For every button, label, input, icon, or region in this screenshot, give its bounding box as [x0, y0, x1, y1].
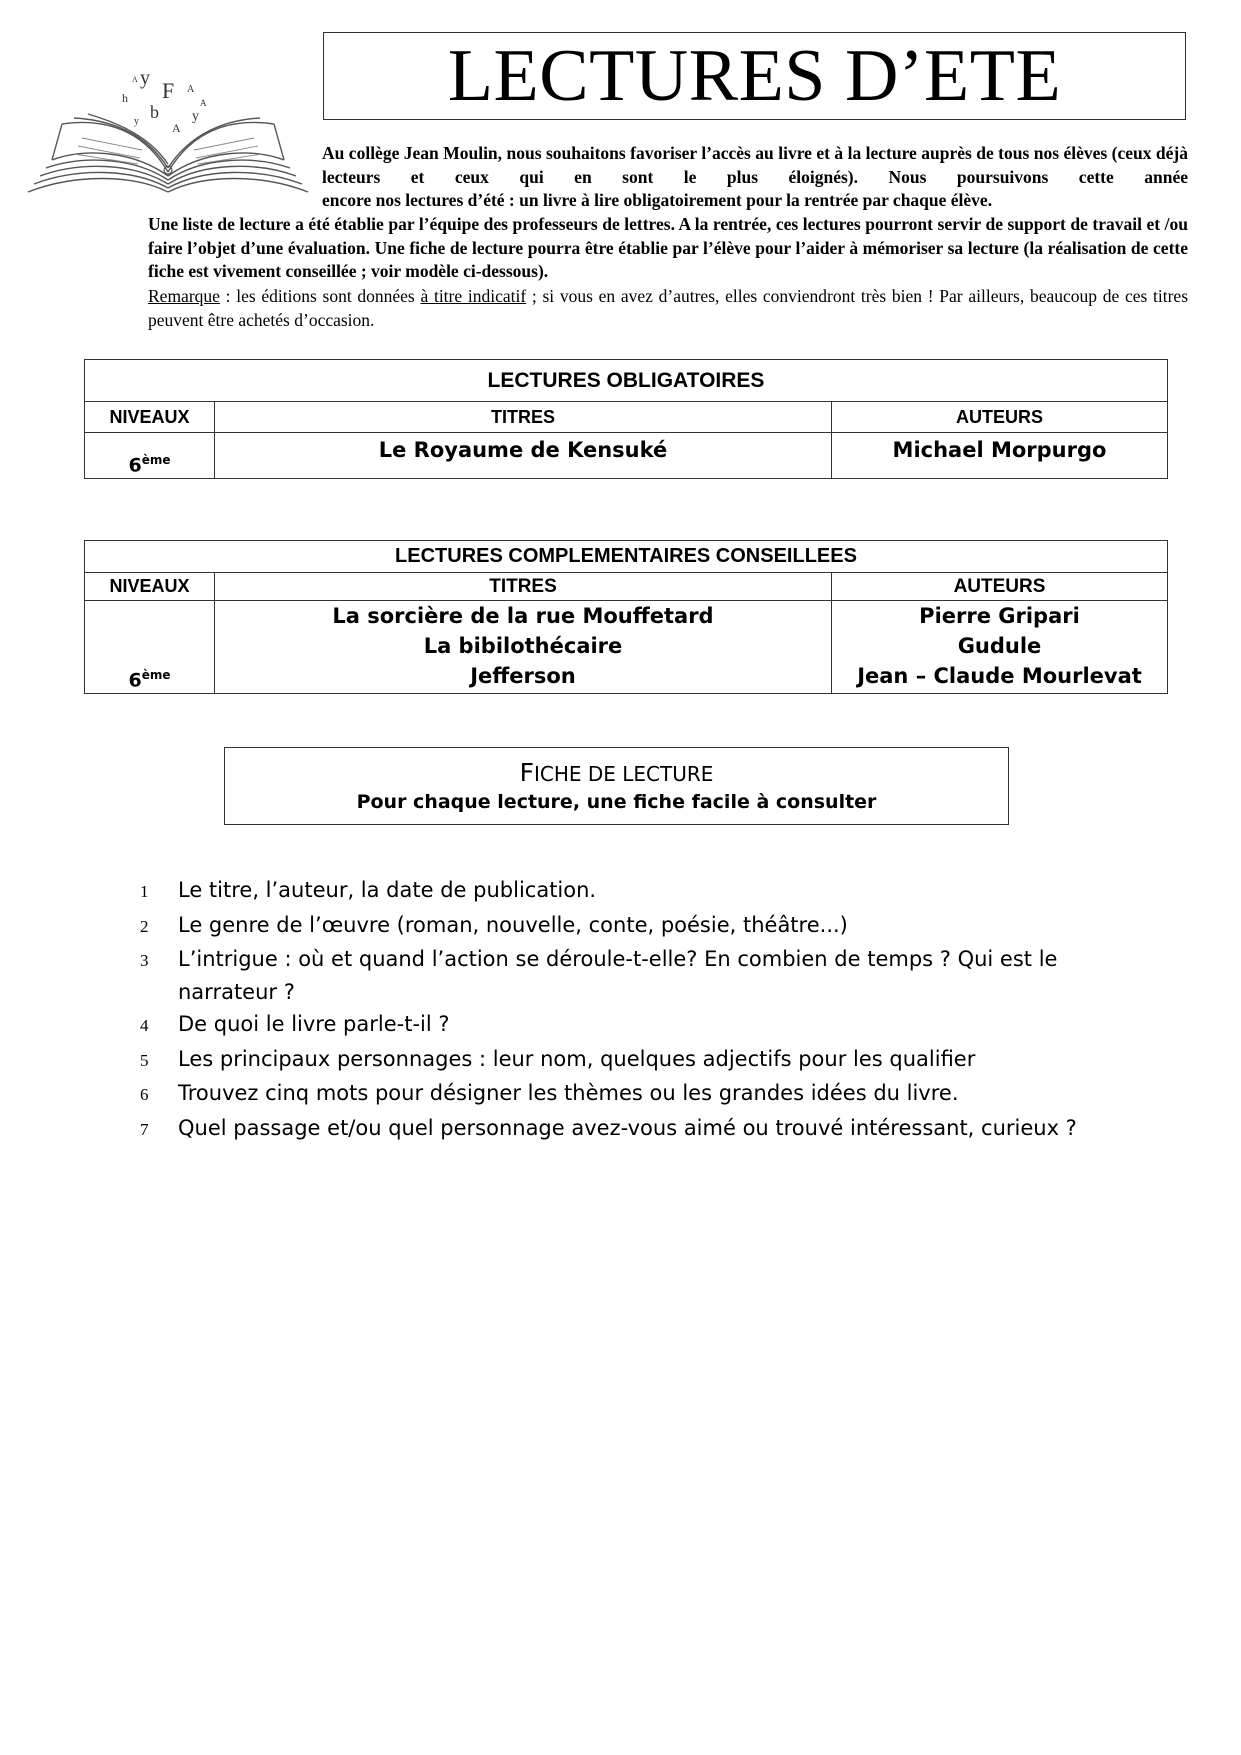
- remark-label: Remarque: [148, 286, 220, 306]
- page-title-box: [323, 32, 1186, 120]
- item-number: 1: [140, 882, 149, 901]
- table-row: [85, 433, 1168, 479]
- table-title: LECTURES COMPLEMENTAIRES CONSEILLEES: [85, 541, 1168, 573]
- book-title-cell: Le Royaume de Kensuké: [215, 433, 832, 479]
- item-text: Le titre, l’auteur, la date de publication.: [178, 878, 597, 902]
- logo-letter: A: [172, 121, 181, 135]
- list-item: [140, 943, 1160, 1008]
- logo-letter: A: [187, 84, 195, 95]
- open-book-logo-icon: [22, 58, 314, 198]
- item-text: Les principaux personnages : leur nom, quelques adjectifs pour les qualifier: [178, 1046, 976, 1071]
- book-author-cell: Michael Morpurgo: [832, 433, 1168, 479]
- book-title: La bibilothécaire: [423, 634, 623, 658]
- logo-letter: y: [134, 116, 139, 127]
- page-title: LECTURES D’ETE: [447, 35, 1062, 117]
- reading-sheet-box: [224, 747, 1009, 825]
- list-item: [140, 909, 1160, 944]
- book-titles-cell: [215, 601, 832, 694]
- book-authors-cell: [832, 601, 1168, 694]
- book-author: Gudule: [957, 634, 1042, 658]
- book-title: La sorcière de la rue Mouffetard: [332, 604, 714, 628]
- item-number: 2: [140, 916, 149, 936]
- logo-letter: y: [140, 67, 150, 89]
- item-text: L’intrigue : où et quand l’action se déroule-t-elle? En combien de temps ? Qui est le narrateur ?: [178, 947, 1058, 1004]
- logo-letter: y: [192, 109, 199, 124]
- column-header-authors: AUTEURS: [832, 402, 1168, 433]
- list-item: [140, 1112, 1160, 1147]
- intro-text-1-last: encore nos lectures d’été : un livre à lire obligatoirement pour la rentrée par chaque élève.: [322, 190, 993, 210]
- item-number: 3: [140, 951, 149, 970]
- column-header-authors: AUTEURS: [832, 573, 1168, 601]
- item-text: Quel passage et/ou quel personnage avez-vous aimé ou trouvé intéressant, curieux ?: [178, 1115, 1077, 1140]
- level-cell: [85, 601, 215, 694]
- complementary-readings-table: [84, 540, 1168, 694]
- column-header-levels: NIVEAUX: [85, 402, 215, 433]
- column-header-levels: NIVEAUX: [85, 573, 215, 601]
- item-text: Trouvez cinq mots pour désigner les thèmes ou les grandes idées du livre.: [178, 1081, 959, 1105]
- title-initial: F: [519, 758, 534, 787]
- intro-paragraph-1: [322, 142, 1188, 213]
- reading-sheet-title: [225, 758, 1008, 789]
- reading-sheet-subtitle: Pour chaque lecture, une fiche facile à consulter: [356, 791, 877, 813]
- table-row: [85, 601, 1168, 694]
- remark-underlined: à titre indicatif: [420, 286, 527, 306]
- level-number: 6: [128, 669, 142, 691]
- level-suffix: ème: [141, 452, 171, 467]
- intro-paragraph-2: Une liste de lecture a été établie par l’équipe des professeurs de lettres. A la rentrée, ces lectures pourront servir de support de travail et /ou faire l’objet d’une évaluation. Une fiche de lecture pourra être établie par l’élève pour l’aider à mémoriser sa lecture (la réalisation de cette fiche est vivement conseillée ; voir modèle ci-dessous).: [148, 214, 1188, 281]
- remark-text-2: ; si vous en avez d’autres, elles conviendront très bien ! Par ailleurs, beaucoup de ces titres peuvent être achetés d’occasion.: [148, 286, 1189, 330]
- item-number: 7: [140, 1119, 149, 1139]
- level-cell: [85, 433, 215, 479]
- book-author: Pierre Gripari: [919, 604, 1080, 628]
- list-item: [140, 874, 1160, 909]
- logo-letter: F: [162, 78, 175, 103]
- logo-letter: A: [132, 75, 138, 84]
- title-rest: ICHE DE LECTURE: [533, 762, 714, 786]
- column-header-titles: TITRES: [215, 573, 832, 601]
- table-title: LECTURES OBLIGATOIRES: [85, 360, 1168, 402]
- item-number: 5: [140, 1050, 149, 1070]
- column-header-titles: TITRES: [215, 402, 832, 433]
- list-item: [140, 1008, 1160, 1043]
- intro-text-1: Au collège Jean Moulin, nous souhaitons favoriser l’accès au livre et à la lecture auprès de tous nos élèves (ceux déjà lecteurs et ceux qui en sont le plus éloignés). Nous poursuivons cette année: [322, 143, 1188, 187]
- list-item: [140, 1043, 1160, 1078]
- remark-paragraph: [148, 285, 1188, 332]
- reading-sheet-checklist: [140, 874, 1160, 1146]
- list-item: [140, 1077, 1160, 1112]
- level-number: 6: [128, 454, 142, 476]
- logo-letter: b: [150, 102, 159, 122]
- mandatory-readings-table: [84, 359, 1168, 479]
- item-number: 4: [140, 1016, 149, 1035]
- book-title: Jefferson: [470, 664, 576, 688]
- level-suffix: ème: [141, 667, 171, 682]
- item-text: De quoi le livre parle-t-il ?: [178, 1012, 450, 1036]
- item-number: 6: [140, 1085, 149, 1104]
- item-text: Le genre de l’œuvre (roman, nouvelle, conte, poésie, théâtre...): [178, 912, 848, 937]
- logo-letter: A: [200, 98, 207, 108]
- logo-letter: h: [122, 91, 128, 105]
- book-author: Jean – Claude Mourlevat: [857, 664, 1142, 688]
- remark-text-1: : les éditions sont données: [219, 286, 421, 306]
